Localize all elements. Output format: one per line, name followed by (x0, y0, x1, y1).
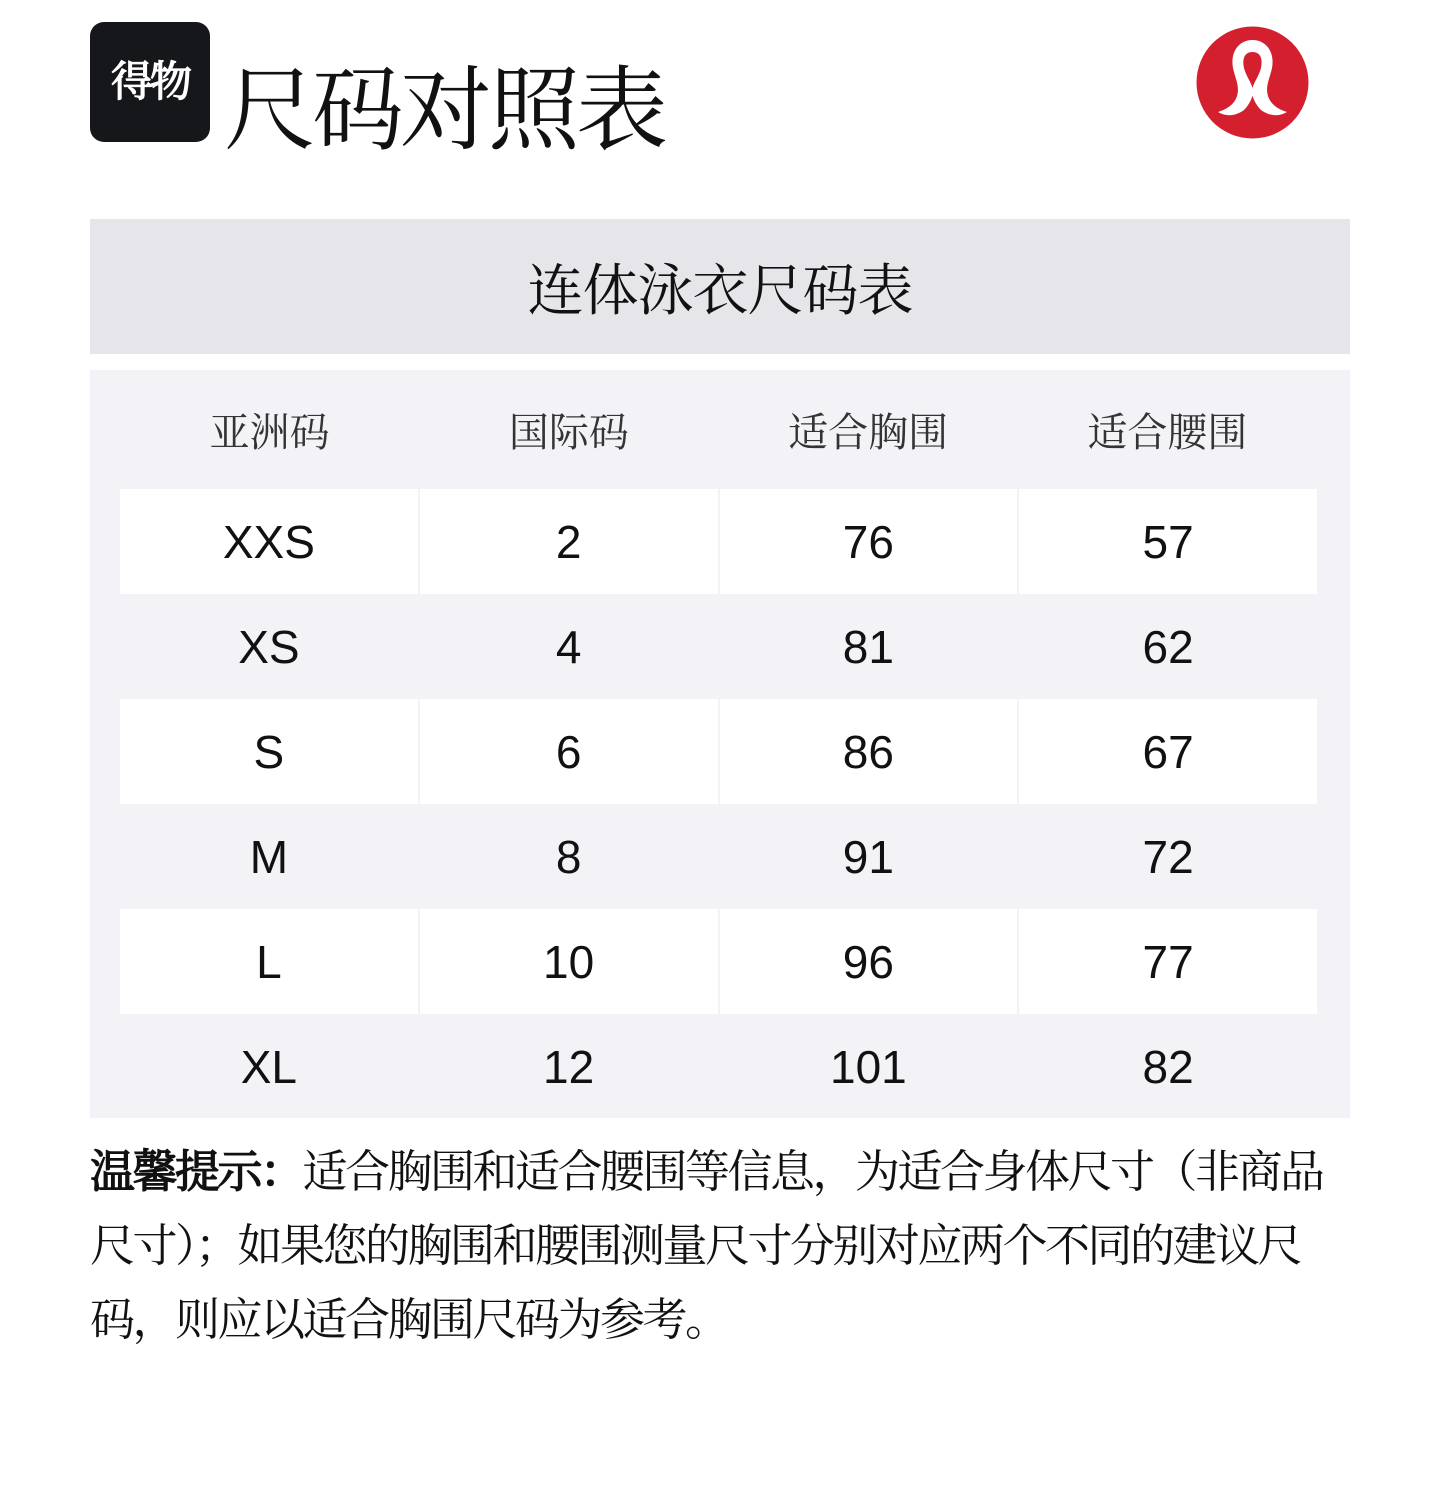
cell-asian-size: XXS (120, 489, 418, 594)
app-logo (90, 22, 210, 142)
table-row (120, 699, 1317, 804)
cell-bust: 96 (720, 909, 1018, 1014)
table-row (120, 804, 1317, 909)
cell-waist: 72 (1142, 830, 1194, 883)
cell-waist: 57 (1019, 489, 1317, 594)
tip-text: 适合胸围和适合腰围等信息，为适合身体尺寸（非商品尺寸）；如果您的胸围和腰围测量尺寸分别对应两个不同的建议尺码，则应以适合胸围尺码为参考。 (90, 1145, 1323, 1346)
page-title: 尺码对照表 (224, 57, 665, 164)
column-header-bust: 适合胸围 (788, 409, 949, 456)
cell-waist: 77 (1019, 909, 1317, 1014)
cell-bust: 86 (720, 699, 1018, 804)
cell-waist: 82 (1142, 1040, 1194, 1093)
size-table (90, 370, 1350, 1118)
cell-asian-size: L (120, 909, 418, 1014)
table-header-row (120, 370, 1317, 488)
table-row (120, 909, 1317, 1014)
cell-international-size: 12 (543, 1040, 595, 1093)
cell-waist: 62 (1142, 620, 1194, 673)
cell-bust: 101 (830, 1040, 907, 1093)
cell-asian-size: S (120, 699, 418, 804)
cell-bust: 91 (842, 830, 894, 883)
table-row (120, 489, 1317, 594)
cell-waist: 67 (1019, 699, 1317, 804)
cell-asian-size: XL (240, 1040, 297, 1093)
table-body (120, 489, 1317, 1119)
cell-international-size: 10 (420, 909, 718, 1014)
table-title: 连体泳衣尺码表 (527, 258, 913, 324)
cell-asian-size: XS (238, 620, 300, 673)
app-logo-text: 得物 (110, 57, 189, 106)
tip-label: 温馨提示： (90, 1145, 303, 1198)
table-row (120, 594, 1317, 699)
column-header-waist: 适合腰围 (1087, 409, 1248, 456)
cell-asian-size: M (249, 830, 289, 883)
tip-note (90, 1135, 1352, 1357)
table-title-bar (90, 219, 1350, 354)
cell-international-size: 6 (420, 699, 718, 804)
column-header-international-size: 国际码 (508, 409, 629, 456)
table-row (120, 1014, 1317, 1119)
cell-international-size: 8 (555, 830, 582, 883)
lululemon-logo-icon (1196, 26, 1309, 139)
column-header-asian-size: 亚洲码 (209, 409, 330, 456)
cell-international-size: 2 (420, 489, 718, 594)
cell-bust: 76 (720, 489, 1018, 594)
cell-international-size: 4 (555, 620, 582, 673)
cell-bust: 81 (842, 620, 894, 673)
